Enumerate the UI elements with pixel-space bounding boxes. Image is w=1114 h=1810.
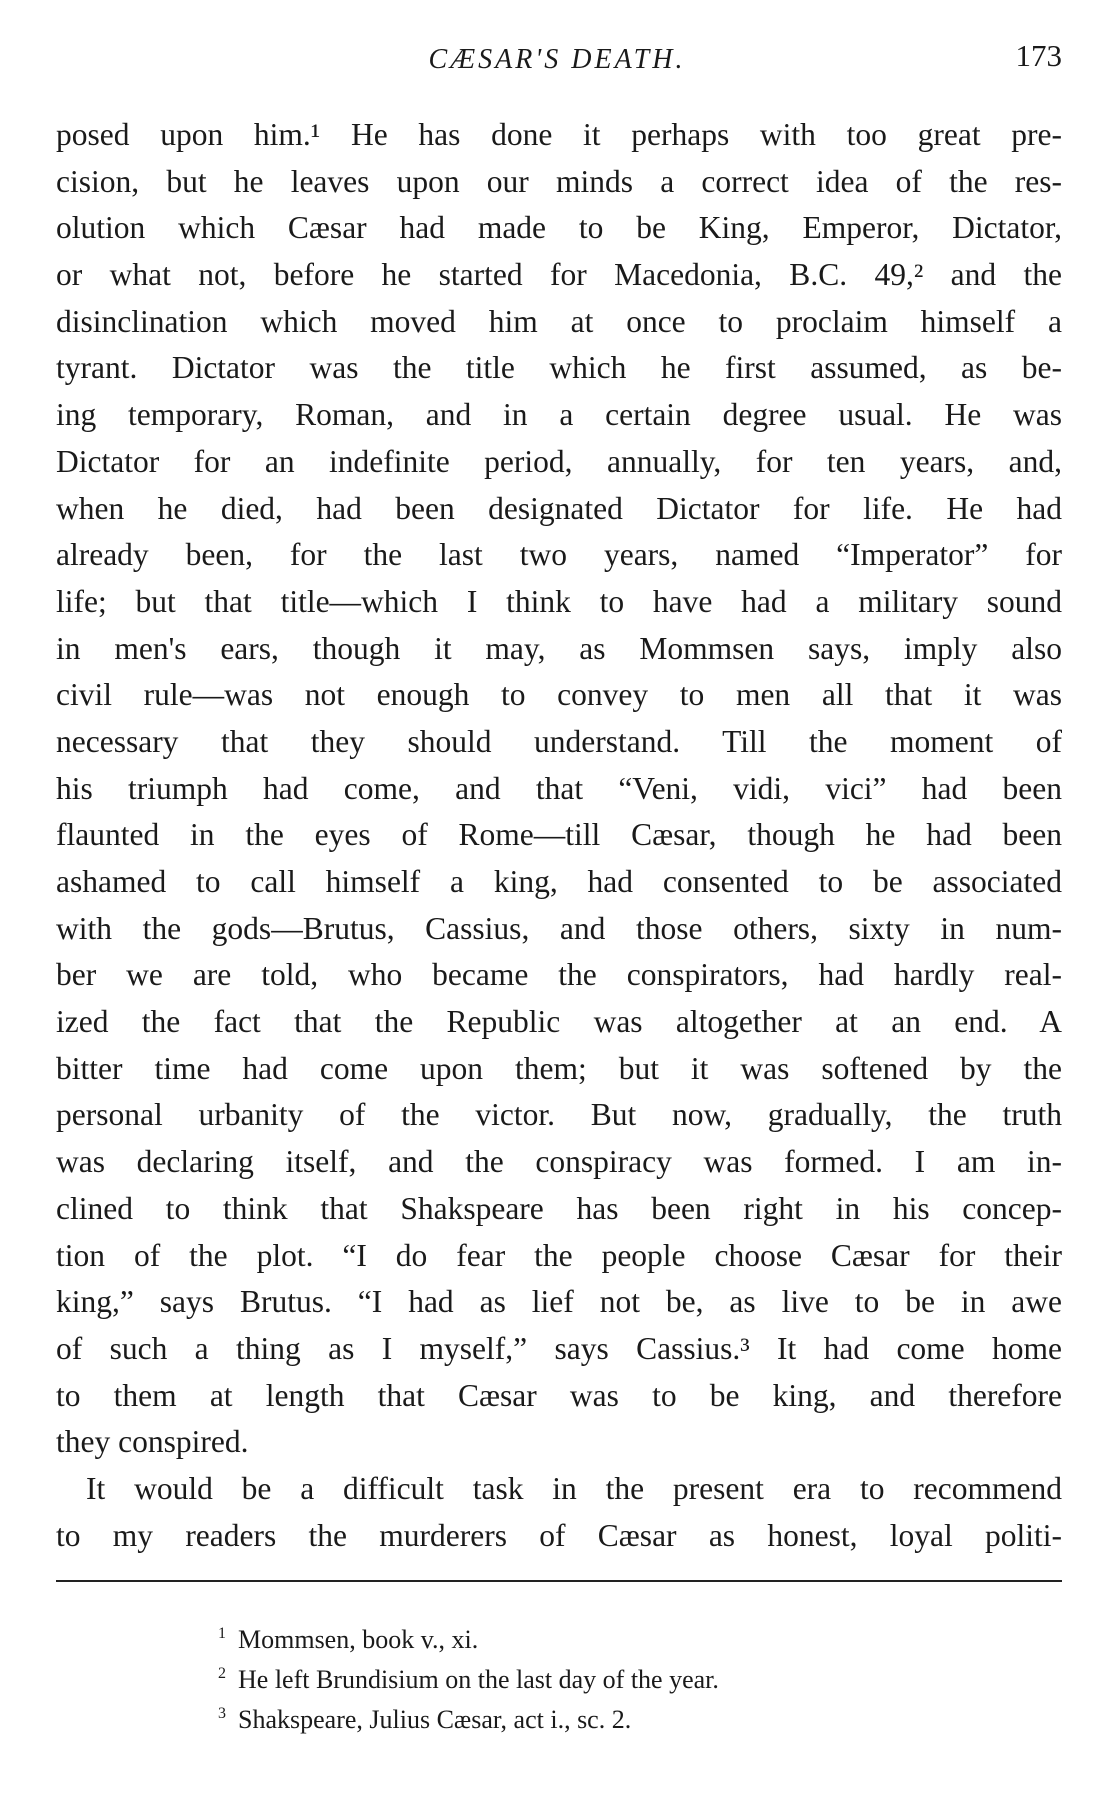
- running-head: [0, 38, 1114, 88]
- footnote-divider: [56, 1580, 1062, 1582]
- text-line: was declaring itself, and the conspiracy was formed. I am in-: [56, 1144, 1062, 1180]
- paragraph-end-line: they conspired.: [56, 1424, 249, 1460]
- text-line: civil rule—was not enough to convey to men all that it was: [56, 677, 1062, 713]
- text-line: necessary that they should understand. Till the moment of: [56, 723, 1062, 759]
- text-line: his triumph had come, and that “Veni, vidi, vici” had been: [56, 770, 1062, 806]
- page-number: 173: [1015, 38, 1062, 73]
- text-line: disinclination which moved him at once to proclaim himself a: [56, 303, 1062, 339]
- text-line: posed upon him.¹ He has done it perhaps with too great pre-: [56, 117, 1062, 152]
- text-line: in men's ears, though it may, as Mommsen says, imply also: [56, 630, 1062, 666]
- footnote-text: Shakspeare, Julius Cæsar, act i., sc. 2.: [238, 1705, 632, 1734]
- text-line: bitter time had come upon them; but it was softened by the: [56, 1050, 1062, 1086]
- footnote: [218, 1620, 1038, 1660]
- footnote-text: He left Brundisium on the last day of the year.: [238, 1665, 719, 1694]
- text-line: to my readers the murderers of Cæsar as honest, loyal politi-: [56, 1517, 1062, 1553]
- text-line: or what not, before he started for Macedonia, B.C. 49,² and the: [56, 257, 1062, 293]
- footnote-marker: 3: [218, 1705, 226, 1723]
- text-line: to them at length that Cæsar was to be king, and therefore: [56, 1377, 1062, 1413]
- text-line: Dictator for an indefinite period, annually, for ten years, and,: [56, 443, 1062, 479]
- text-line: king,” says Brutus. “I had as lief not be, as live to be in awe: [56, 1284, 1062, 1320]
- paragraph-start-line: It would be a difficult task in the present era to recommend: [86, 1470, 1062, 1506]
- text-line: life; but that title—which I think to have had a military sound: [56, 583, 1062, 619]
- text-line: clined to think that Shakspeare has been right in his concep-: [56, 1190, 1062, 1226]
- text-line: ber we are told, who became the conspirators, had hardly real-: [56, 957, 1062, 993]
- body-text: [56, 112, 1062, 1559]
- footnote-marker: 1: [218, 1625, 226, 1643]
- text-line: flaunted in the eyes of Rome—till Cæsar, though he had been: [56, 817, 1062, 853]
- text-line: of such a thing as I myself,” says Cassius.³ It had come home: [56, 1330, 1062, 1366]
- text-line: tyrant. Dictator was the title which he first assumed, as be-: [56, 350, 1062, 386]
- footnote: [218, 1660, 1038, 1700]
- footnote: [218, 1700, 1038, 1740]
- text-line: tion of the plot. “I do fear the people choose Cæsar for their: [56, 1237, 1062, 1273]
- text-line: cision, but he leaves upon our minds a correct idea of the res-: [56, 163, 1062, 199]
- footnotes: [218, 1620, 1038, 1740]
- footnote-marker: 2: [218, 1665, 226, 1683]
- text-line: when he died, had been designated Dictator for life. He had: [56, 490, 1062, 526]
- text-line: ashamed to call himself a king, had consented to be associated: [56, 864, 1062, 899]
- text-line: personal urbanity of the victor. But now, gradually, the truth: [56, 1097, 1062, 1133]
- text-line: ized the fact that the Republic was altogether at an end. A: [56, 1004, 1062, 1040]
- text-line: with the gods—Brutus, Cassius, and those others, sixty in num-: [56, 910, 1062, 946]
- text-line: already been, for the last two years, named “Imperator” for: [56, 537, 1062, 573]
- text-line: ing temporary, Roman, and in a certain degree usual. He was: [56, 397, 1062, 433]
- text-line: olution which Cæsar had made to be King, Emperor, Dictator,: [56, 210, 1062, 246]
- footnote-text: Mommsen, book v., xi.: [238, 1625, 479, 1654]
- running-title: CÆSAR'S DEATH.: [428, 44, 686, 75]
